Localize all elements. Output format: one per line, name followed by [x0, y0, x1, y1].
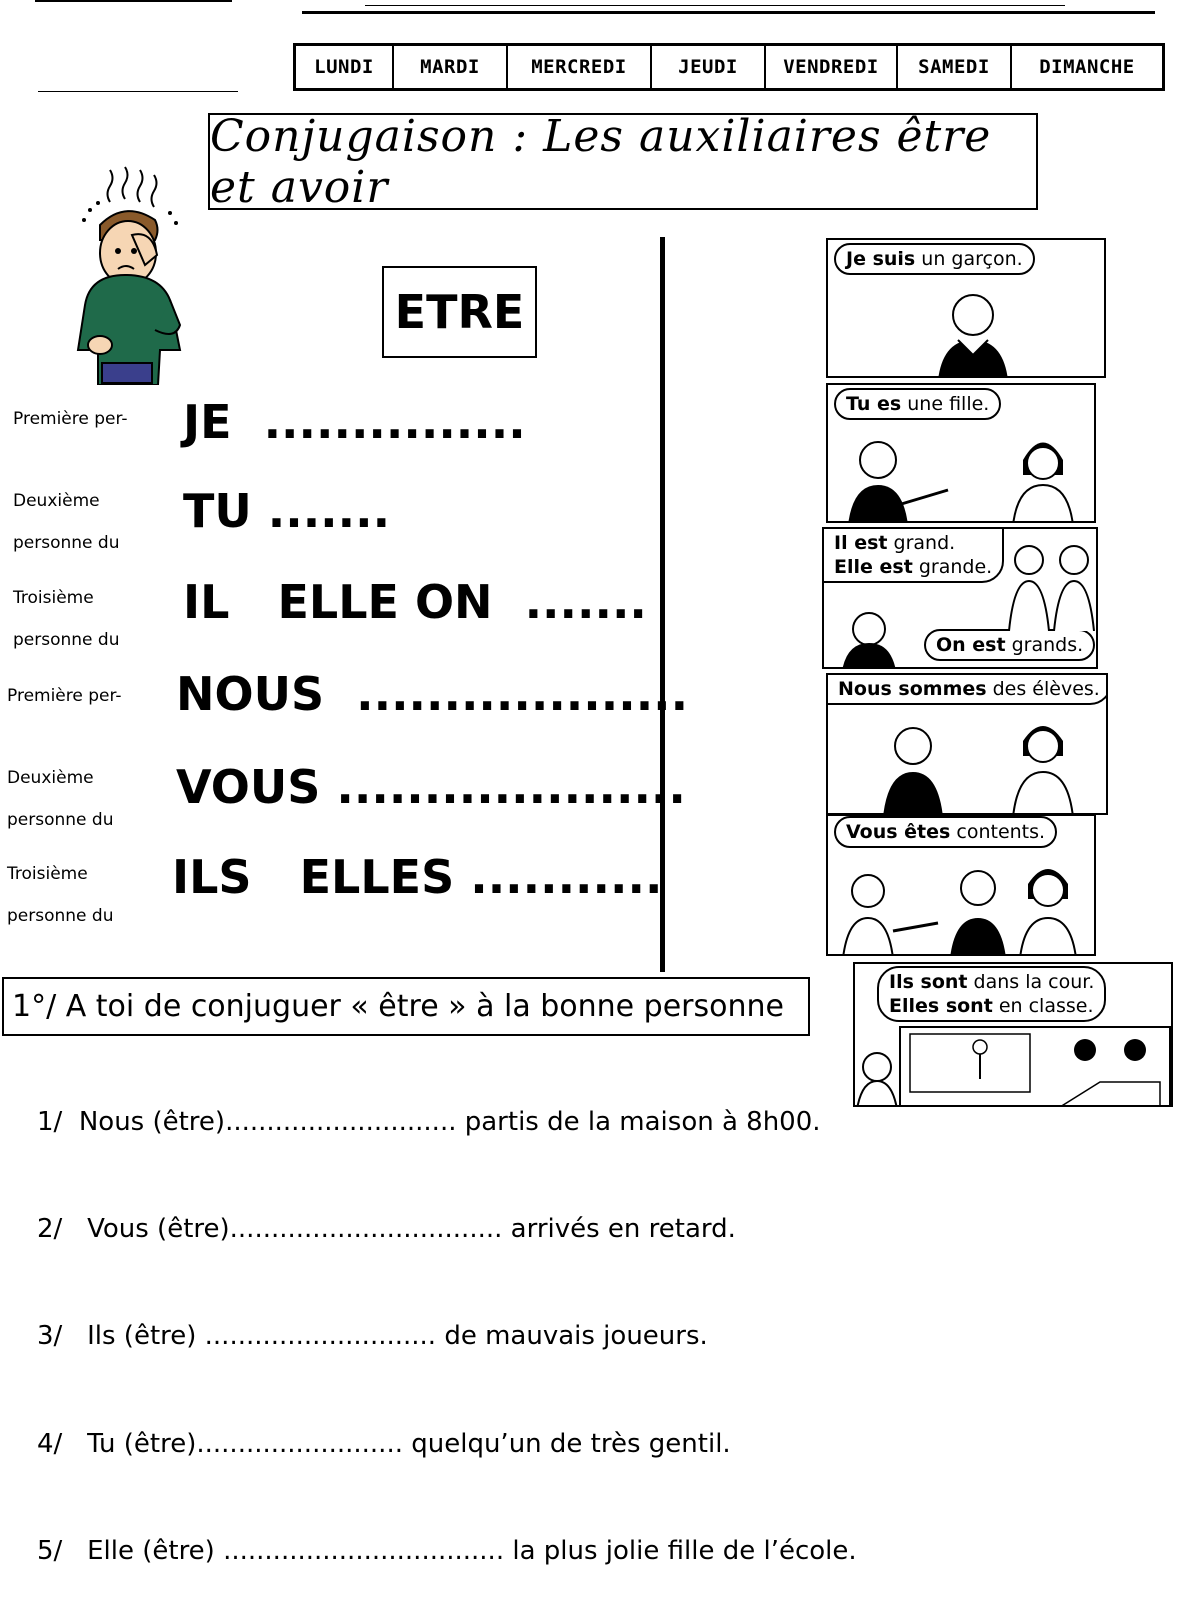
exercise-sentence[interactable]: 5/ Elle (être) .................................. la plus jolie fille de l’école.: [37, 1536, 857, 1566]
speech-bubble: Ils sont dans la cour. Elles sont en classe.: [877, 966, 1106, 1022]
day-cell[interactable]: DIMANCHE: [1039, 56, 1135, 78]
comic-panel-vous: [826, 814, 1096, 956]
boy-pointing-figure: [838, 425, 958, 523]
pronoun-row[interactable]: TU .......: [183, 484, 391, 538]
top-right-line: [302, 11, 1155, 14]
exercise-sentence[interactable]: 1/ Nous (être)............................ partis de la maison à 8h00.: [37, 1107, 821, 1137]
small-boy-figure: [834, 599, 904, 669]
comic-panel-nous: [826, 673, 1108, 815]
person-label: Deuxième: [7, 768, 94, 788]
pronoun-row[interactable]: VOUS ....................: [176, 760, 686, 814]
girl-figure: [1003, 425, 1083, 523]
name-line: [38, 91, 238, 92]
pronoun-row[interactable]: NOUS ...................: [176, 667, 689, 721]
speech-bubble: On est grands.: [924, 629, 1095, 661]
day-cell[interactable]: MARDI: [394, 46, 508, 88]
confused-boy-illustration: [70, 165, 190, 385]
day-cell[interactable]: VENDREDI: [766, 46, 898, 88]
comic-panel-tu: [826, 383, 1096, 523]
day-cell[interactable]: SAMEDI: [898, 46, 1012, 88]
worksheet-title-box: [208, 110, 1038, 213]
weekday-table: [293, 43, 1165, 91]
person-label: Première per-: [7, 686, 122, 706]
day-cell[interactable]: LUNDI: [296, 46, 394, 88]
comic-panel-ils-elles: [853, 962, 1173, 1107]
exercise-sentence[interactable]: 2/ Vous (être)................................. arrivés en retard.: [37, 1214, 736, 1244]
verb-box: ETRE: [382, 266, 537, 358]
top-right-thin-line: [365, 5, 1065, 6]
three-children-figure: [838, 856, 1088, 956]
speech-bubble: Nous sommes des élèves.: [826, 673, 1108, 705]
person-label: Deuxième: [13, 491, 100, 511]
person-label: personne du: [7, 810, 114, 830]
person-label: Troisième: [7, 864, 88, 884]
person-label: personne du: [7, 906, 114, 926]
speech-bubble: Il est grand. Elle est grande.: [822, 527, 1004, 583]
comic-panel-je: [826, 238, 1106, 378]
pronoun-row[interactable]: ILS ELLES ...........: [172, 850, 663, 904]
pronoun-row[interactable]: JE ...............: [183, 395, 526, 449]
speech-bubble: Tu es une fille.: [834, 388, 1001, 420]
two-pupils-figure: [868, 711, 1088, 815]
day-cell[interactable]: MERCREDI: [508, 46, 652, 88]
worksheet-title: Conjugaison : Les auxiliaires être et avoir: [210, 110, 992, 213]
exercise-sentence[interactable]: 3/ Ils (être) ............................ de mauvais joueurs.: [37, 1321, 708, 1351]
exercise-sentence[interactable]: 4/ Tu (être)......................... quelqu’un de très gentil.: [37, 1429, 731, 1459]
day-cell[interactable]: JEUDI: [652, 46, 766, 88]
exercise-instruction: 1°/ A toi de conjuguer « être » à la bonne personne: [12, 989, 784, 1024]
person-label: personne du: [13, 630, 120, 650]
person-label: personne du: [13, 533, 120, 553]
speech-bubble: Je suis un garçon.: [834, 243, 1035, 275]
exercise-instruction-box: [2, 977, 810, 1036]
top-left-line: [35, 0, 232, 2]
tall-boy-and-girl-figure: [1004, 535, 1098, 631]
pronoun-row[interactable]: IL ELLE ON .......: [183, 575, 647, 629]
boy-figure: [928, 280, 1018, 378]
person-label: Troisième: [13, 588, 94, 608]
person-label: Première per-: [13, 409, 128, 429]
classroom-figure: [855, 1022, 1173, 1107]
speech-bubble: Vous êtes contents.: [834, 816, 1057, 848]
comic-panel-il-elle-on: [822, 527, 1098, 669]
